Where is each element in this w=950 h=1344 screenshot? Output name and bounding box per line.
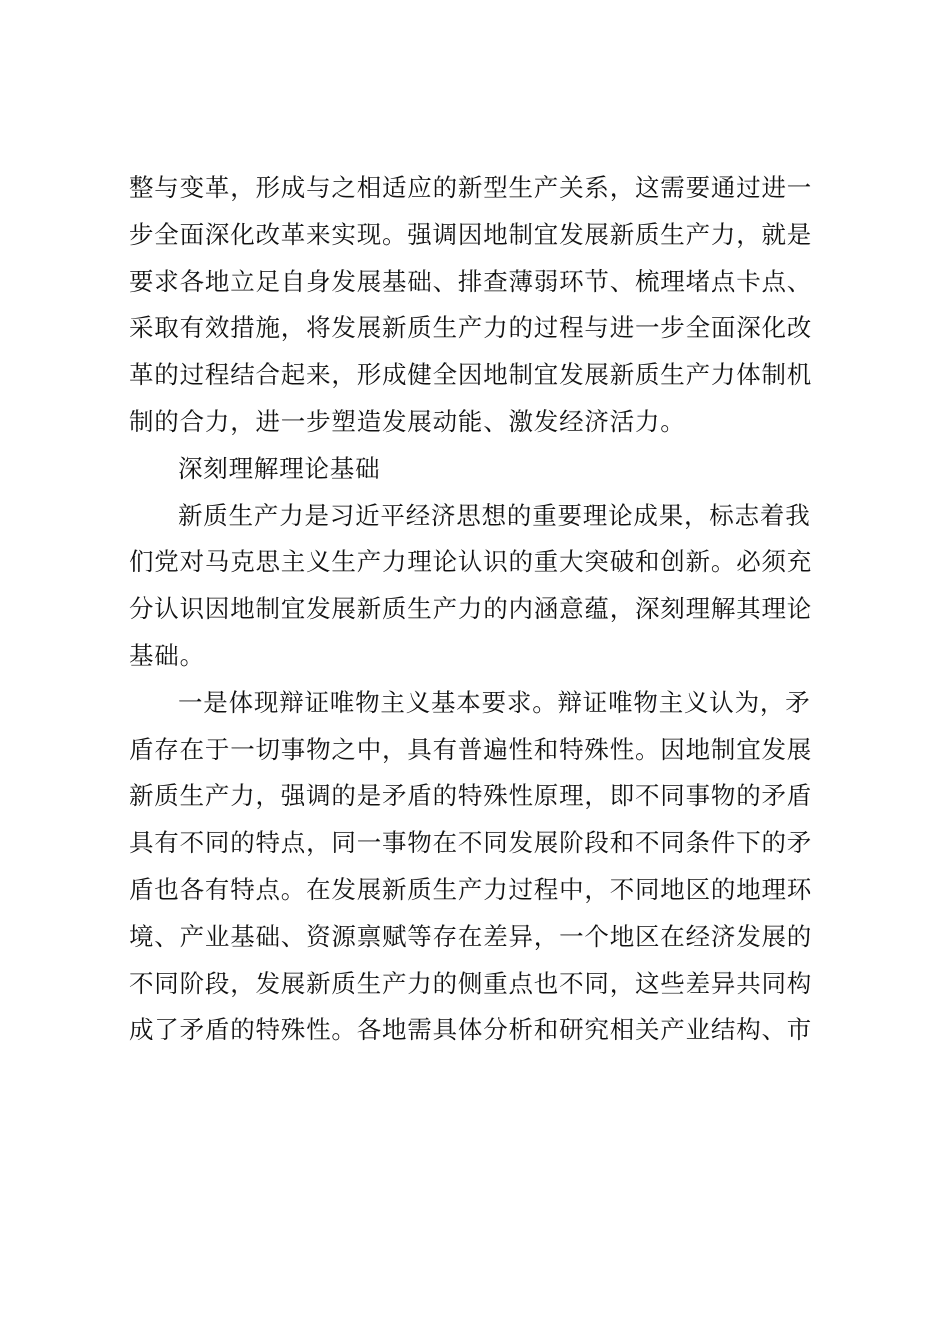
text-line: 采取有效措施，将发展新质生产力的过程与进一步全面深化改 [129, 313, 813, 343]
text-line: 分认识因地制宜发展新质生产力的内涵意蕴，深刻理解其理论 [129, 594, 813, 624]
paragraph-theory-intro [129, 493, 829, 680]
text-line: 境、产业基础、资源禀赋等存在差异，一个地区在经济发展的 [129, 921, 813, 951]
text-line: 们党对马克思主义生产力理论认识的重大突破和创新。必须充 [129, 547, 813, 577]
document-body [129, 165, 829, 1054]
text-line: 整与变革，形成与之相适应的新型生产关系，这需要通过进一 [129, 173, 813, 202]
section-heading [129, 446, 829, 493]
paragraph-dialectical-materialism [129, 680, 829, 1054]
heading-line: 深刻理解理论基础 [178, 453, 381, 483]
paragraph-continuation [129, 165, 829, 446]
text-line: 成了矛盾的特殊性。各地需具体分析和研究相关产业结构、市 [129, 1015, 813, 1045]
text-line: 基础。 [129, 640, 205, 670]
text-line: 盾存在于一切事物之中，具有普遍性和特殊性。因地制宜发展 [129, 734, 813, 764]
text-line: 具有不同的特点，同一事物在不同发展阶段和不同条件下的矛 [129, 828, 813, 858]
text-line: 不同阶段，发展新质生产力的侧重点也不同，这些差异共同构 [129, 968, 813, 998]
text-line: 革的过程结合起来，形成健全因地制宜发展新质生产力体制机 [129, 360, 813, 390]
text-line: 一是体现辩证唯物主义基本要求。辩证唯物主义认为，矛 [178, 687, 811, 717]
text-line: 制的合力，进一步塑造发展动能、激发经济活力。 [129, 406, 686, 436]
text-line: 新质生产力是习近平经济思想的重要理论成果，标志着我 [178, 500, 811, 530]
text-line: 步全面深化改革来实现。强调因地制宜发展新质生产力，就是 [129, 219, 813, 249]
text-line: 要求各地立足自身发展基础、排查薄弱环节、梳理堵点卡点、 [129, 266, 813, 296]
text-line: 盾也各有特点。在发展新质生产力过程中，不同地区的地理环 [129, 874, 813, 904]
text-line: 新质生产力，强调的是矛盾的特殊性原理，即不同事物的矛盾 [129, 781, 813, 811]
